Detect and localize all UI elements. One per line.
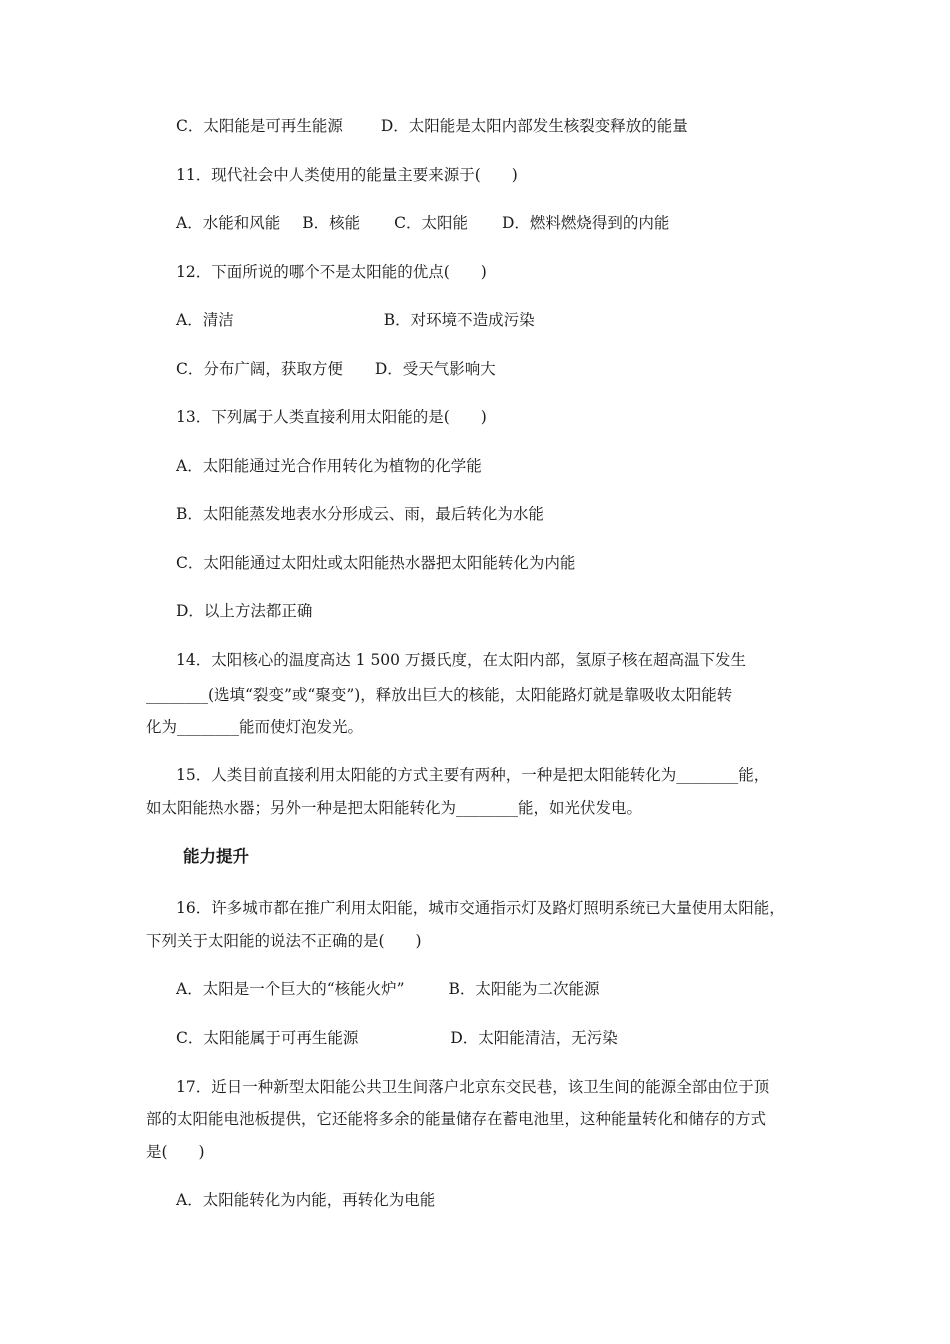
q17-line-3: 是( ) xyxy=(146,1143,205,1161)
q11-option-a: A．水能和风能 xyxy=(176,214,281,232)
q11-options xyxy=(176,213,669,233)
q12-option-c: C．分布广阔，获取方便 xyxy=(176,360,343,378)
q16-line-2: 下列关于太阳能的说法不正确的是( ) xyxy=(146,932,422,950)
q11-option-b: B．核能 xyxy=(302,214,361,232)
q12-options-cd xyxy=(176,359,496,379)
q15-line-1: 15．人类目前直接利用太阳能的方式主要有两种，一种是把太阳能转化为________能， xyxy=(176,766,770,784)
q10-option-c: C．太阳能是可再生能源 xyxy=(176,117,343,135)
q13-option-d: D．以上方法都正确 xyxy=(176,602,313,620)
q17-option-a: A．太阳能转化为内能，再转化为电能 xyxy=(176,1191,436,1209)
q13-option-a: A．太阳能通过光合作用转化为植物的化学能 xyxy=(176,457,482,475)
q12-option-d: D．受天气影响大 xyxy=(374,360,496,378)
q16-line-1: 16．许多城市都在推广利用太阳能，城市交通指示灯及路灯照明系统已大量使用太阳能， xyxy=(176,899,785,917)
q16-options-ab xyxy=(176,979,599,999)
q16-option-c: C．太阳能属于可再生能源 xyxy=(176,1029,359,1047)
q12-stem: 12．下面所说的哪个不是太阳能的优点( ) xyxy=(176,263,487,281)
q12-option-b: B．对环境不造成污染 xyxy=(383,311,535,329)
q13-option-c: C．太阳能通过太阳灶或太阳能热水器把太阳能转化为内能 xyxy=(176,554,576,572)
q11-option-c: C．太阳能 xyxy=(394,214,468,232)
q14-line-3: 化为________能而使灯泡发光。 xyxy=(146,718,364,736)
q16-option-d: D．太阳能清洁，无污染 xyxy=(450,1029,618,1047)
q16-option-a: A．太阳是一个巨大的“核能火炉” xyxy=(176,980,405,998)
q12-option-a: A．清洁 xyxy=(176,311,234,329)
q12-options-ab xyxy=(176,310,535,330)
q11-stem: 11．现代社会中人类使用的能量主要来源于( ) xyxy=(176,166,518,184)
q17-line-1: 17．近日一种新型太阳能公共卫生间落户北京东交民巷，该卫生间的能源全部由位于顶 xyxy=(176,1078,770,1096)
q10-option-d: D．太阳能是太阳内部发生核裂变释放的能量 xyxy=(380,117,688,135)
q16-option-b: B．太阳能为二次能源 xyxy=(448,980,600,998)
q13-option-b: B．太阳能蒸发地表水分形成云、雨，最后转化为水能 xyxy=(176,505,544,523)
q13-stem: 13．下列属于人类直接利用太阳能的是( ) xyxy=(176,408,487,426)
q11-option-d: D．燃料燃烧得到的内能 xyxy=(501,214,670,232)
q16-options-cd xyxy=(176,1028,618,1048)
q17-line-2: 部的太阳能电池板提供，它还能将多余的能量储存在蓄电池里，这种能量转化和储存的方式 xyxy=(146,1110,767,1128)
q10-options-cd xyxy=(176,116,688,136)
q14-line-1: 14．太阳核心的温度高达 1 500 万摄氏度，在太阳内部，氢原子核在超高温下发生 xyxy=(176,651,746,669)
section-title: 能力提升 xyxy=(183,847,249,866)
q15-line-2: 如太阳能热水器；另外一种是把太阳能转化为________能，如光伏发电。 xyxy=(146,799,643,817)
q14-line-2: ________(选填“裂变”或“聚变”)，释放出巨大的核能，太阳能路灯就是靠吸收太阳能转 xyxy=(146,686,733,704)
